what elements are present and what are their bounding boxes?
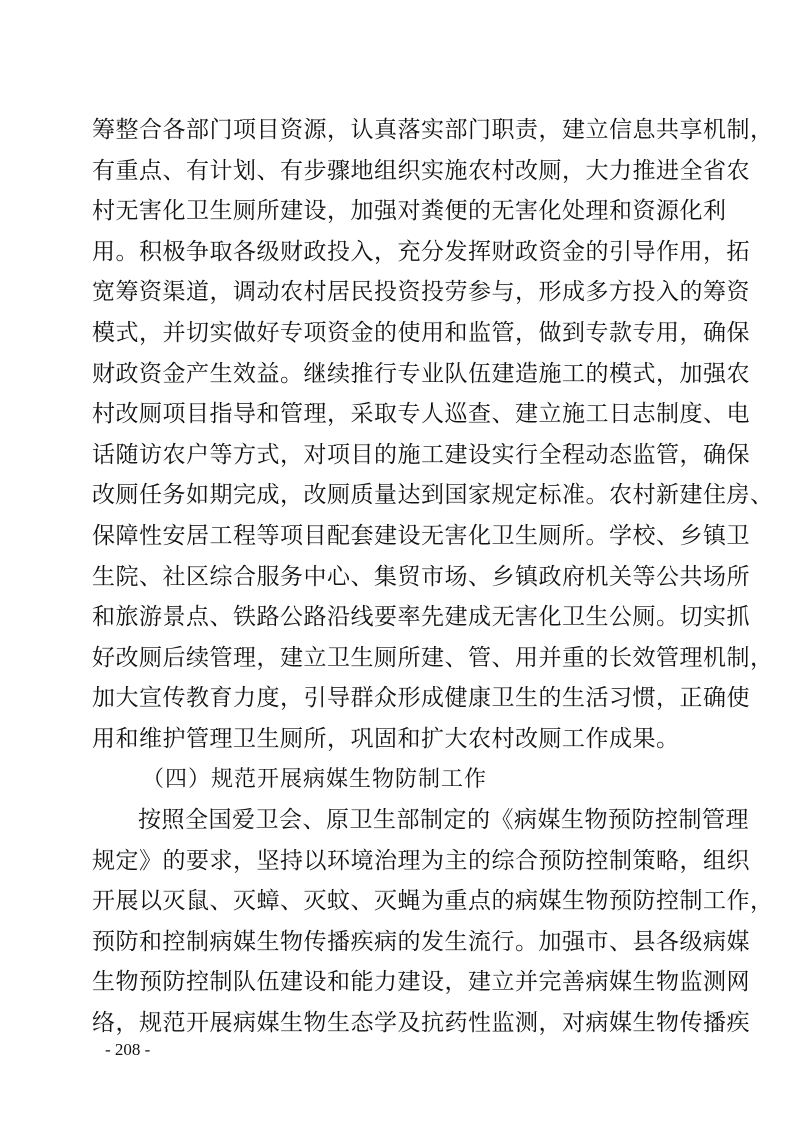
paragraph-line: 用和维护管理卫生厕所，巩固和扩大农村改厕工作成果。	[92, 725, 680, 752]
paragraph-line: 生院、社区综合服务中心、集贸市场、乡镇政府机关等公共场所	[92, 563, 750, 590]
paragraph-line: 用。积极争取各级财政投入，充分发挥财政资金的引导作用，拓	[92, 238, 750, 265]
paragraph-line: 按照全国爱卫会、原卫生部制定的《病媒生物预防控制管理	[138, 807, 749, 834]
paragraph-line: 生物预防控制队伍建设和能力建设，建立并完善病媒生物监测网	[92, 969, 750, 996]
section-heading: （四）规范开展病媒生物防制工作	[142, 766, 488, 792]
page-number: - 208 -	[105, 1040, 151, 1059]
paragraph-line: 改厕任务如期完成，改厕质量达到国家规定标准。农村新建住房、	[92, 482, 774, 509]
paragraph-line: 和旅游景点、铁路公路沿线要率先建成无害化卫生公厕。切实抓	[92, 604, 750, 631]
paragraph-line: 村无害化卫生厕所建设，加强对粪便的无害化处理和资源化利	[92, 198, 727, 225]
paragraph-line: 模式，并切实做好专项资金的使用和监管，做到专款专用，确保	[92, 319, 750, 346]
paragraph-line: 保障性安居工程等项目配套建设无害化卫生厕所。学校、乡镇卫	[92, 522, 750, 549]
paragraph-line: 好改厕后续管理，建立卫生厕所建、管、用并重的长效管理机制，	[92, 644, 774, 671]
paragraph-line: 筹整合各部门项目资源，认真落实部门职责，建立信息共享机制，	[92, 117, 774, 143]
paragraph-line: 规定》的要求，坚持以环境治理为主的综合预防控制策略，组织	[92, 847, 750, 874]
paragraph-line: 加大宣传教育力度，引导群众形成健康卫生的生活习惯，正确使	[92, 685, 750, 712]
paragraph-line: 有重点、有计划、有步骤地组织实施农村改厕，大力推进全省农	[92, 157, 750, 184]
paragraph-line: 村改厕项目指导和管理，采取专人巡查、建立施工日志制度、电	[92, 401, 750, 428]
paragraph-line: 开展以灭鼠、灭蟑、灭蚊、灭蝇为重点的病媒生物预防控制工作，	[92, 888, 774, 915]
paragraph-line: 财政资金产生效益。继续推行专业队伍建造施工的模式，加强农	[92, 360, 750, 387]
paragraph-line: 话随访农户等方式，对项目的施工建设实行全程动态监管，确保	[92, 441, 750, 468]
body-text	[92, 110, 774, 1044]
paragraph-line: 络，规范开展病媒生物生态学及抗药性监测，对病媒生物传播疾	[92, 1010, 750, 1037]
paragraph-line: 宽筹资渠道，调动农村居民投资投劳参与，形成多方投入的筹资	[92, 279, 750, 306]
paragraph-line: 预防和控制病媒生物传播疾病的发生流行。加强市、县各级病媒	[92, 928, 750, 955]
